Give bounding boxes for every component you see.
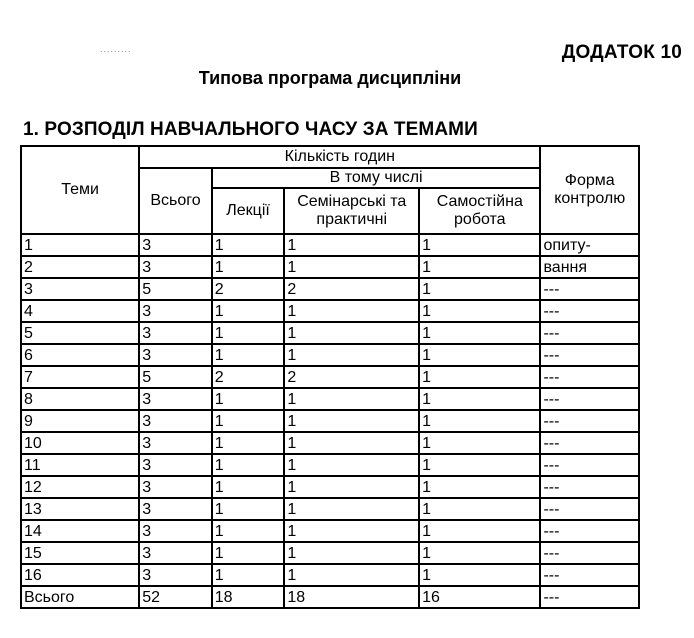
cell-self-work: 1 [419,234,540,256]
hours-distribution-table [20,145,640,609]
cell-topic: 8 [21,388,139,410]
cell-total: 52 [139,586,212,608]
cell-self-work: 1 [419,498,540,520]
cell-seminars: 1 [284,300,419,322]
cell-total: 3 [139,498,212,520]
cell-control: --- [540,410,639,432]
cell-topic: 15 [21,542,139,564]
cell-control: --- [540,564,639,586]
cell-total: 5 [139,278,212,300]
cell-total: 3 [139,256,212,278]
cell-control: --- [540,454,639,476]
cell-topic: 3 [21,278,139,300]
cell-seminars: 1 [284,344,419,366]
cell-self-work: 1 [419,278,540,300]
cell-total: 3 [139,432,212,454]
table-row [21,454,639,476]
cell-lectures: 1 [212,256,285,278]
cell-control: --- [540,278,639,300]
header-topics: Теми [21,146,139,234]
cell-lectures: 1 [212,300,285,322]
cell-total: 3 [139,388,212,410]
cell-control: вання [540,256,639,278]
cell-seminars: 1 [284,256,419,278]
table-row [21,498,639,520]
table-row [21,344,639,366]
cell-seminars: 1 [284,564,419,586]
table-row [21,300,639,322]
cell-seminars: 1 [284,388,419,410]
cell-seminars: 1 [284,234,419,256]
cell-self-work: 1 [419,300,540,322]
table-row [21,278,639,300]
cell-topic: 5 [21,322,139,344]
cell-control: --- [540,366,639,388]
cell-topic: 10 [21,432,139,454]
cell-total: 3 [139,542,212,564]
cell-control: --- [540,586,639,608]
cell-topic: 13 [21,498,139,520]
cell-lectures: 1 [212,476,285,498]
cell-control: опиту- [540,234,639,256]
cell-lectures: 1 [212,498,285,520]
program-title: Типова програма дисципліни [198,68,462,88]
cell-seminars: 1 [284,410,419,432]
cell-control: --- [540,476,639,498]
cell-control: --- [540,542,639,564]
cell-lectures: 1 [212,564,285,586]
cell-total: 3 [139,300,212,322]
appendix-label: ДОДАТОК 10 [561,42,682,63]
cell-lectures: 1 [212,322,285,344]
cell-total: 3 [139,564,212,586]
cell-self-work: 1 [419,454,540,476]
cell-total: 3 [139,322,212,344]
header-hours-count: Кількість годин [139,146,540,168]
cell-topic: 1 [21,234,139,256]
cell-total: 3 [139,520,212,542]
cell-total: 3 [139,410,212,432]
cell-total: 3 [139,234,212,256]
cell-topic: 7 [21,366,139,388]
cell-seminars: 1 [284,520,419,542]
cell-self-work: 1 [419,344,540,366]
cell-topic: 6 [21,344,139,366]
table-row [21,410,639,432]
cell-control: --- [540,322,639,344]
table-row [21,564,639,586]
header-including: В тому числі [212,168,541,188]
cell-control: --- [540,432,639,454]
cell-seminars: 1 [284,454,419,476]
cell-self-work: 1 [419,564,540,586]
cell-lectures: 1 [212,344,285,366]
cell-lectures: 1 [212,432,285,454]
table-row [21,586,639,608]
cell-seminars: 18 [284,586,419,608]
cell-self-work: 1 [419,256,540,278]
cell-lectures: 2 [212,278,285,300]
header-total: Всього [139,168,212,234]
cell-seminars: 1 [284,432,419,454]
cell-control: --- [540,388,639,410]
cell-topic: 9 [21,410,139,432]
cell-self-work: 1 [419,366,540,388]
cell-lectures: 1 [212,520,285,542]
cell-total: 3 [139,454,212,476]
cell-lectures: 1 [212,410,285,432]
cell-lectures: 1 [212,454,285,476]
cell-total: 3 [139,344,212,366]
cell-control: --- [540,498,639,520]
table-row [21,388,639,410]
table-row [21,432,639,454]
header-lectures: Лекції [212,188,285,234]
cell-control: --- [540,520,639,542]
cell-self-work: 1 [419,388,540,410]
cell-lectures: 1 [212,234,285,256]
cell-seminars: 1 [284,476,419,498]
cell-self-work: 1 [419,432,540,454]
cell-topic: 4 [21,300,139,322]
cell-self-work: 1 [419,410,540,432]
cell-seminars: 2 [284,366,419,388]
cell-seminars: 1 [284,542,419,564]
table-body [21,234,639,608]
header-control-form: Форма контролю [540,146,639,234]
header-self-work: Самостійна робота [419,188,540,234]
cell-seminars: 1 [284,322,419,344]
cell-total: 5 [139,366,212,388]
cell-self-work: 1 [419,322,540,344]
cell-control: --- [540,300,639,322]
section-title: 1. РОЗПОДІЛ НАВЧАЛЬНОГО ЧАСУ ЗА ТЕМАМИ [23,119,478,140]
header-seminars: Семінарські та практичні [284,188,419,234]
table-row [21,366,639,388]
scan-speck: ......... [100,44,132,54]
table-row [21,520,639,542]
cell-seminars: 1 [284,498,419,520]
cell-seminars: 2 [284,278,419,300]
table-row [21,234,639,256]
table-row [21,476,639,498]
table-row [21,542,639,564]
cell-lectures: 18 [212,586,285,608]
cell-control: --- [540,344,639,366]
cell-lectures: 2 [212,366,285,388]
cell-lectures: 1 [212,542,285,564]
cell-self-work: 16 [419,586,540,608]
table-row [21,322,639,344]
cell-lectures: 1 [212,388,285,410]
cell-total: 3 [139,476,212,498]
cell-topic: 14 [21,520,139,542]
cell-topic: 16 [21,564,139,586]
cell-self-work: 1 [419,476,540,498]
cell-topic: 2 [21,256,139,278]
cell-topic: 12 [21,476,139,498]
cell-topic: Всього [21,586,139,608]
cell-self-work: 1 [419,542,540,564]
cell-self-work: 1 [419,520,540,542]
cell-topic: 11 [21,454,139,476]
table-row [21,256,639,278]
